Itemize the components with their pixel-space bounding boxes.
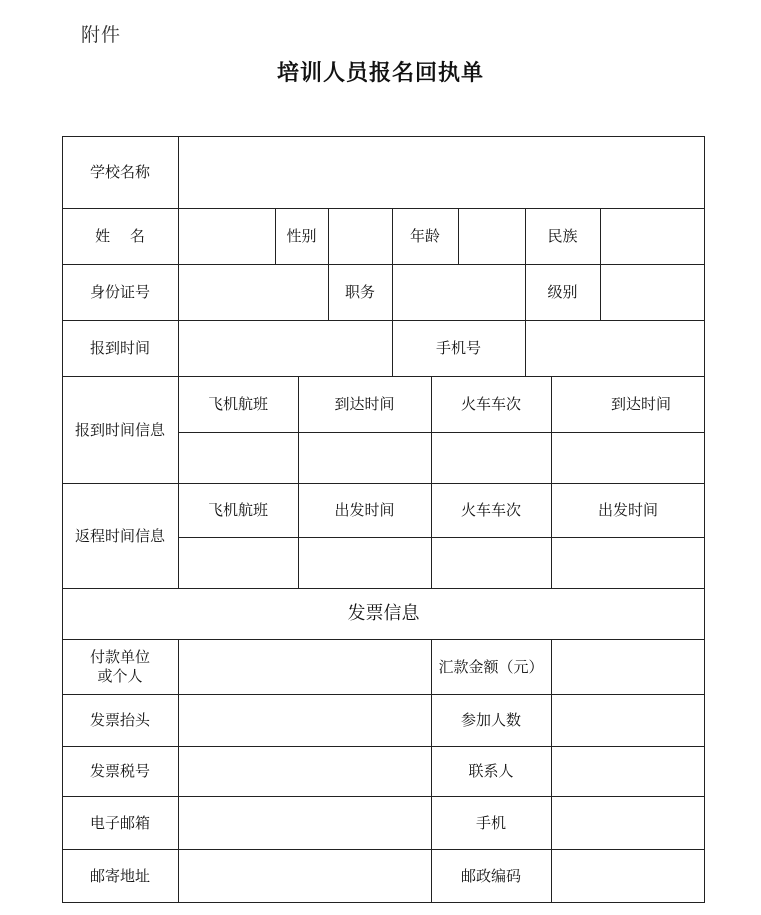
postcode-label: 邮政编码 — [460, 867, 521, 885]
table-border-top — [62, 136, 705, 137]
position-label: 职务 — [344, 283, 375, 301]
gender-input[interactable] — [328, 208, 392, 264]
grid-line — [62, 588, 705, 589]
postcode-input[interactable] — [551, 849, 705, 903]
tax-number-label: 发票税号 — [89, 762, 150, 780]
return-train-input[interactable] — [431, 537, 551, 588]
grid-line — [178, 639, 179, 903]
arrival-time-input-1[interactable] — [298, 432, 431, 483]
level-input[interactable] — [600, 264, 705, 320]
grid-line — [392, 208, 393, 376]
grid-line — [431, 639, 432, 903]
departure-time-label-1: 出发时间 — [334, 501, 395, 519]
return-flight-label: 飞机航班 — [207, 501, 268, 519]
grid-line — [551, 376, 552, 588]
grid-line — [62, 264, 705, 265]
arrival-time-input-2[interactable] — [551, 432, 705, 483]
attachment-label: 附件 — [81, 24, 122, 46]
phone-input[interactable] — [551, 796, 705, 849]
school-name-label: 学校名称 — [89, 163, 150, 181]
grid-line — [62, 746, 705, 747]
grid-line — [62, 376, 705, 377]
arrival-info-label: 报到时间信息 — [74, 420, 165, 439]
grid-line — [62, 320, 705, 321]
checkin-time-input[interactable] — [178, 320, 392, 376]
name-label: 姓 名 — [95, 227, 145, 245]
return-flight-input[interactable] — [178, 537, 298, 588]
age-input[interactable] — [458, 208, 525, 264]
position-input[interactable] — [392, 264, 525, 320]
grid-line — [275, 208, 276, 264]
grid-line — [328, 208, 329, 320]
payer-label: 付款单位 或个人 — [89, 647, 150, 685]
grid-line — [431, 376, 432, 588]
grid-line — [62, 639, 705, 640]
id-number-input[interactable] — [178, 264, 328, 320]
tax-number-input[interactable] — [178, 746, 431, 796]
payer-input[interactable] — [178, 639, 431, 694]
mailing-address-label: 邮寄地址 — [89, 867, 150, 885]
attendees-label: 参加人数 — [460, 711, 521, 729]
departure-time-label-2: 出发时间 — [597, 501, 658, 519]
checkin-time-label: 报到时间 — [89, 339, 150, 357]
grid-line — [551, 639, 552, 903]
invoice-section-title: 发票信息 — [347, 602, 420, 624]
name-input[interactable] — [178, 208, 275, 264]
contact-person-label: 联系人 — [468, 762, 514, 780]
attendees-input[interactable] — [551, 694, 705, 746]
email-input[interactable] — [178, 796, 431, 849]
school-name-input[interactable] — [178, 136, 705, 208]
ethnicity-label: 民族 — [547, 227, 578, 245]
grid-line — [62, 208, 705, 209]
id-number-label: 身份证号 — [89, 283, 150, 301]
age-label: 年龄 — [409, 227, 440, 245]
table-border-right — [704, 136, 705, 903]
remittance-amount-label: 汇款金额（元） — [438, 657, 544, 676]
arrival-flight-label: 飞机航班 — [207, 395, 268, 413]
arrival-time-label-2: 到达时间 — [610, 395, 671, 413]
mailing-address-input[interactable] — [178, 849, 431, 903]
invoice-header-label: 发票抬头 — [89, 711, 150, 729]
grid-line — [178, 432, 705, 433]
invoice-header-input[interactable] — [178, 694, 431, 746]
departure-time-input-1[interactable] — [298, 537, 431, 588]
grid-line — [62, 796, 705, 797]
grid-line — [458, 208, 459, 264]
table-border-bottom — [62, 902, 705, 903]
ethnicity-input[interactable] — [600, 208, 705, 264]
remittance-amount-input[interactable] — [551, 639, 705, 694]
departure-time-input-2[interactable] — [551, 537, 705, 588]
grid-line — [600, 208, 601, 320]
return-info-label: 返程时间信息 — [74, 526, 165, 545]
phone-label: 手机 — [475, 813, 506, 832]
arrival-train-input[interactable] — [431, 432, 551, 483]
arrival-train-label: 火车车次 — [460, 395, 521, 413]
mobile-input[interactable] — [525, 320, 705, 376]
grid-line — [178, 537, 705, 538]
return-train-label: 火车车次 — [460, 501, 521, 519]
grid-line — [62, 849, 705, 850]
grid-line — [525, 208, 526, 376]
registration-form-table — [62, 136, 705, 903]
grid-line — [62, 694, 705, 695]
contact-person-input[interactable] — [551, 746, 705, 796]
form-title: 培训人员报名回执单 — [276, 60, 484, 86]
level-label: 级别 — [547, 283, 578, 301]
email-label: 电子邮箱 — [89, 813, 150, 832]
grid-line — [178, 136, 179, 588]
mobile-label: 手机号 — [435, 339, 481, 357]
table-border-left — [62, 136, 63, 903]
arrival-time-label-1: 到达时间 — [334, 395, 395, 413]
arrival-flight-input[interactable] — [178, 432, 298, 483]
grid-line — [62, 483, 705, 484]
gender-label: 性别 — [286, 227, 317, 245]
grid-line — [298, 376, 299, 588]
